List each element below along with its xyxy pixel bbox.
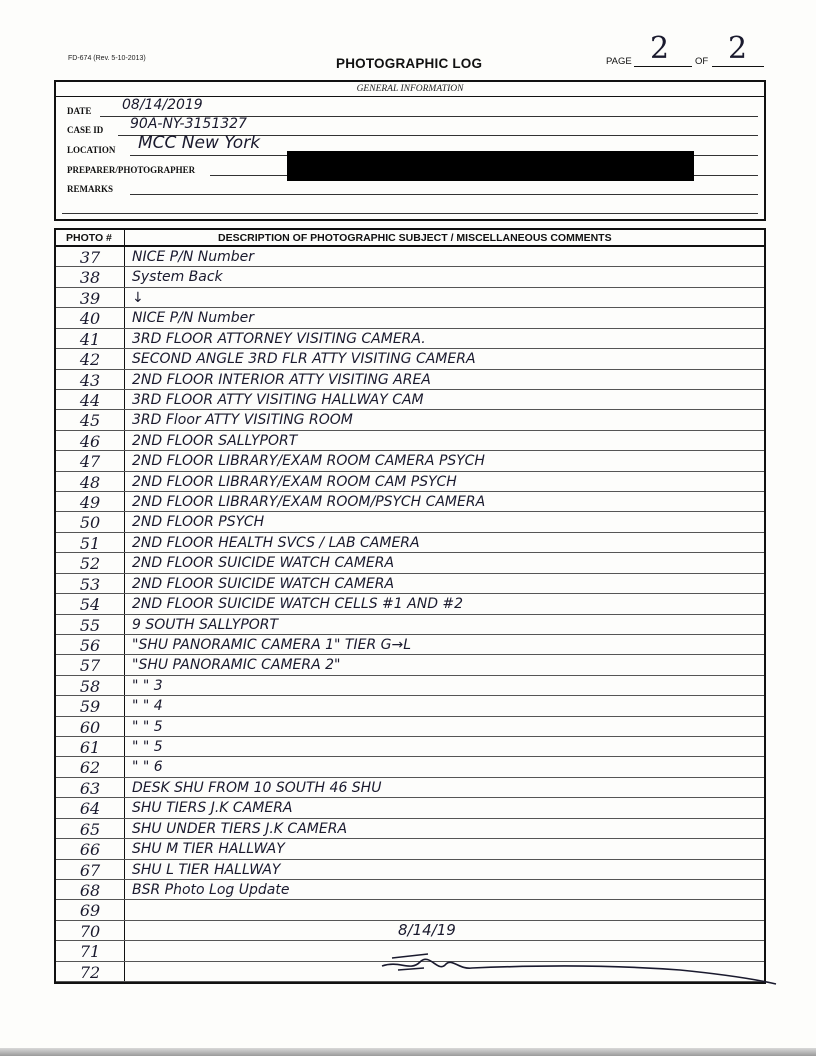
photo-description: "SHU PANORAMIC CAMERA 1" TIER G→L [132,636,412,653]
photo-number: 65 [79,819,101,839]
date-label: DATE [67,106,92,116]
photo-number: 61 [79,738,101,757]
photo-number: 50 [79,513,101,533]
table-row [56,389,764,390]
photo-description: "SHU PANORAMIC CAMERA 2" [132,657,341,674]
photo-description: 2ND FLOOR SUICIDE WATCH CELLS #1 AND #2 [132,596,464,613]
photo-number: 57 [79,656,101,676]
remarks-line-2 [62,213,758,214]
photo-number: 37 [79,248,101,267]
of-label: OF [695,56,709,67]
photo-description: BSR Photo Log Update [132,881,290,898]
photo-number: 62 [79,758,101,778]
page-number: 2 [650,31,670,66]
photo-number: 72 [79,962,101,982]
table-row [56,879,764,880]
table-row [56,348,764,349]
photo-number: 67 [79,860,101,880]
photo-number: 41 [79,329,101,349]
table-row [56,716,764,717]
photo-description: " " 5 [132,739,163,755]
photo-description: ↓ [132,289,144,306]
photo-description: NICE P/N Number [132,310,254,327]
table-row [56,797,764,798]
table-row [56,511,764,512]
form-title: PHOTOGRAPHIC LOG [336,56,483,71]
photo-number: 63 [79,778,101,798]
signature-mark [380,930,780,990]
photo-description: SHU L TIER HALLWAY [132,861,281,878]
table-row [56,287,764,288]
photo-number: 38 [79,268,101,288]
page-edge [0,1048,816,1056]
photo-number: 48 [79,472,101,492]
table-row [56,266,764,267]
table-header-line [56,245,764,247]
photo-description: 3RD FLOOR ATTY VISITING HALLWAY CAM [132,391,424,408]
photo-description: DESK SHU FROM 10 SOUTH 46 SHU [132,779,382,796]
photo-description: 2ND FLOOR PSYCH [132,514,265,531]
photo-description: 2ND FLOOR HEALTH SVCS / LAB CAMERA [132,534,420,551]
column-divider [124,228,125,984]
photo-description: 2ND FLOOR INTERIOR ATTY VISITING AREA [132,371,431,388]
table-row [56,328,764,329]
table-row [56,450,764,451]
photo-description: 2ND FLOOR LIBRARY/EXAM ROOM CAMERA PSYCH [132,453,485,470]
table-row [56,777,764,778]
table-row [56,307,764,308]
table-row [56,430,764,431]
photo-number: 42 [79,350,101,370]
location-label: LOCATION [67,145,116,155]
photo-number: 51 [79,533,101,553]
photo-number: 45 [79,411,101,431]
photo-number: 40 [79,309,101,329]
photo-description: 2ND FLOOR LIBRARY/EXAM ROOM CAM PSYCH [132,473,457,490]
table-row [56,593,764,594]
photo-description: " " 3 [132,677,163,694]
general-info-header: GENERAL INFORMATION [56,82,764,97]
photo-description: SECOND ANGLE 3RD FLR ATTY VISITING CAMERA [132,351,476,368]
photo-number: 69 [79,901,101,921]
case-id-value: 90A-NY-3151327 [130,116,247,132]
table-row [56,859,764,860]
page-label: PAGE [606,56,632,67]
photo-description: 3RD FLOOR ATTORNEY VISITING CAMERA. [132,330,426,347]
photo-number: 52 [79,554,101,574]
photo-number: 56 [79,635,101,655]
photo-number: 68 [79,880,101,900]
photo-description: System Back [132,269,223,286]
photo-description: 2ND FLOOR SALLYPORT [132,432,298,449]
photo-description: 3RD Floor ATTY VISITING ROOM [132,412,353,429]
table-row [56,634,764,635]
table-row [56,614,764,615]
photo-description: 9 SOUTH SALLYPORT [132,616,279,633]
table-row [56,899,764,900]
location-value: MCC New York [138,133,261,153]
photo-description: " " 4 [132,698,163,715]
photo-number: 47 [79,452,101,472]
table-row [56,471,764,472]
table-row [56,695,764,696]
table-row [56,736,764,737]
photo-number: 59 [79,697,101,717]
table-row [56,654,764,655]
redaction-bar [287,151,694,181]
photo-number: 39 [79,288,101,308]
table-row [56,838,764,839]
remarks-label: REMARKS [67,184,114,194]
photo-number: 49 [79,493,101,512]
photo-description: 2ND FLOOR LIBRARY/EXAM ROOM/PSYCH CAMERA [132,494,486,510]
photo-number: 66 [79,840,101,860]
photo-number: 43 [79,370,101,390]
photo-number-header: PHOTO # [66,232,112,244]
photo-description: 2ND FLOOR SUICIDE WATCH CAMERA [132,555,395,572]
page-number-line [634,66,692,67]
photo-description: SHU UNDER TIERS J.K CAMERA [132,820,348,837]
table-row [56,573,764,574]
table-row [56,409,764,410]
photo-number: 46 [79,431,101,451]
case-id-label: CASE ID [67,125,104,135]
photo-number: 44 [79,390,101,410]
photo-number: 64 [79,799,101,819]
photo-description: NICE P/N Number [132,249,254,265]
photo-number: 60 [79,717,101,737]
page-total-line [712,66,764,67]
photo-number: 55 [79,615,101,635]
page-total: 2 [728,31,748,66]
photo-description: " " 6 [132,759,163,776]
table-row [56,491,764,492]
photo-number: 53 [79,574,101,594]
photo-description: 2ND FLOOR SUICIDE WATCH CAMERA [132,575,395,592]
table-row [56,552,764,553]
description-header: DESCRIPTION OF PHOTOGRAPHIC SUBJECT / MISCELLANEOUS COMMENTS [218,232,612,244]
photo-number: 58 [79,676,101,696]
date-value: 08/14/2019 [122,97,203,113]
table-row [56,756,764,757]
preparer-label: PREPARER/PHOTOGRAPHER [67,165,196,175]
table-row [56,369,764,370]
table-row [56,818,764,819]
table-row [56,675,764,676]
photo-description: SHU TIERS J.K CAMERA [132,800,293,817]
photo-description: SHU M TIER HALLWAY [132,841,285,858]
form-id: FD-674 (Rev. 5-10-2013) [68,55,146,62]
photo-number: 70 [79,921,101,941]
table-row [56,532,764,533]
remarks-line-1 [130,194,758,195]
photo-description: " " 5 [132,718,163,735]
photo-number: 71 [79,942,101,962]
photo-number: 54 [79,595,101,615]
signature-date: 8/14/19 [398,921,456,939]
